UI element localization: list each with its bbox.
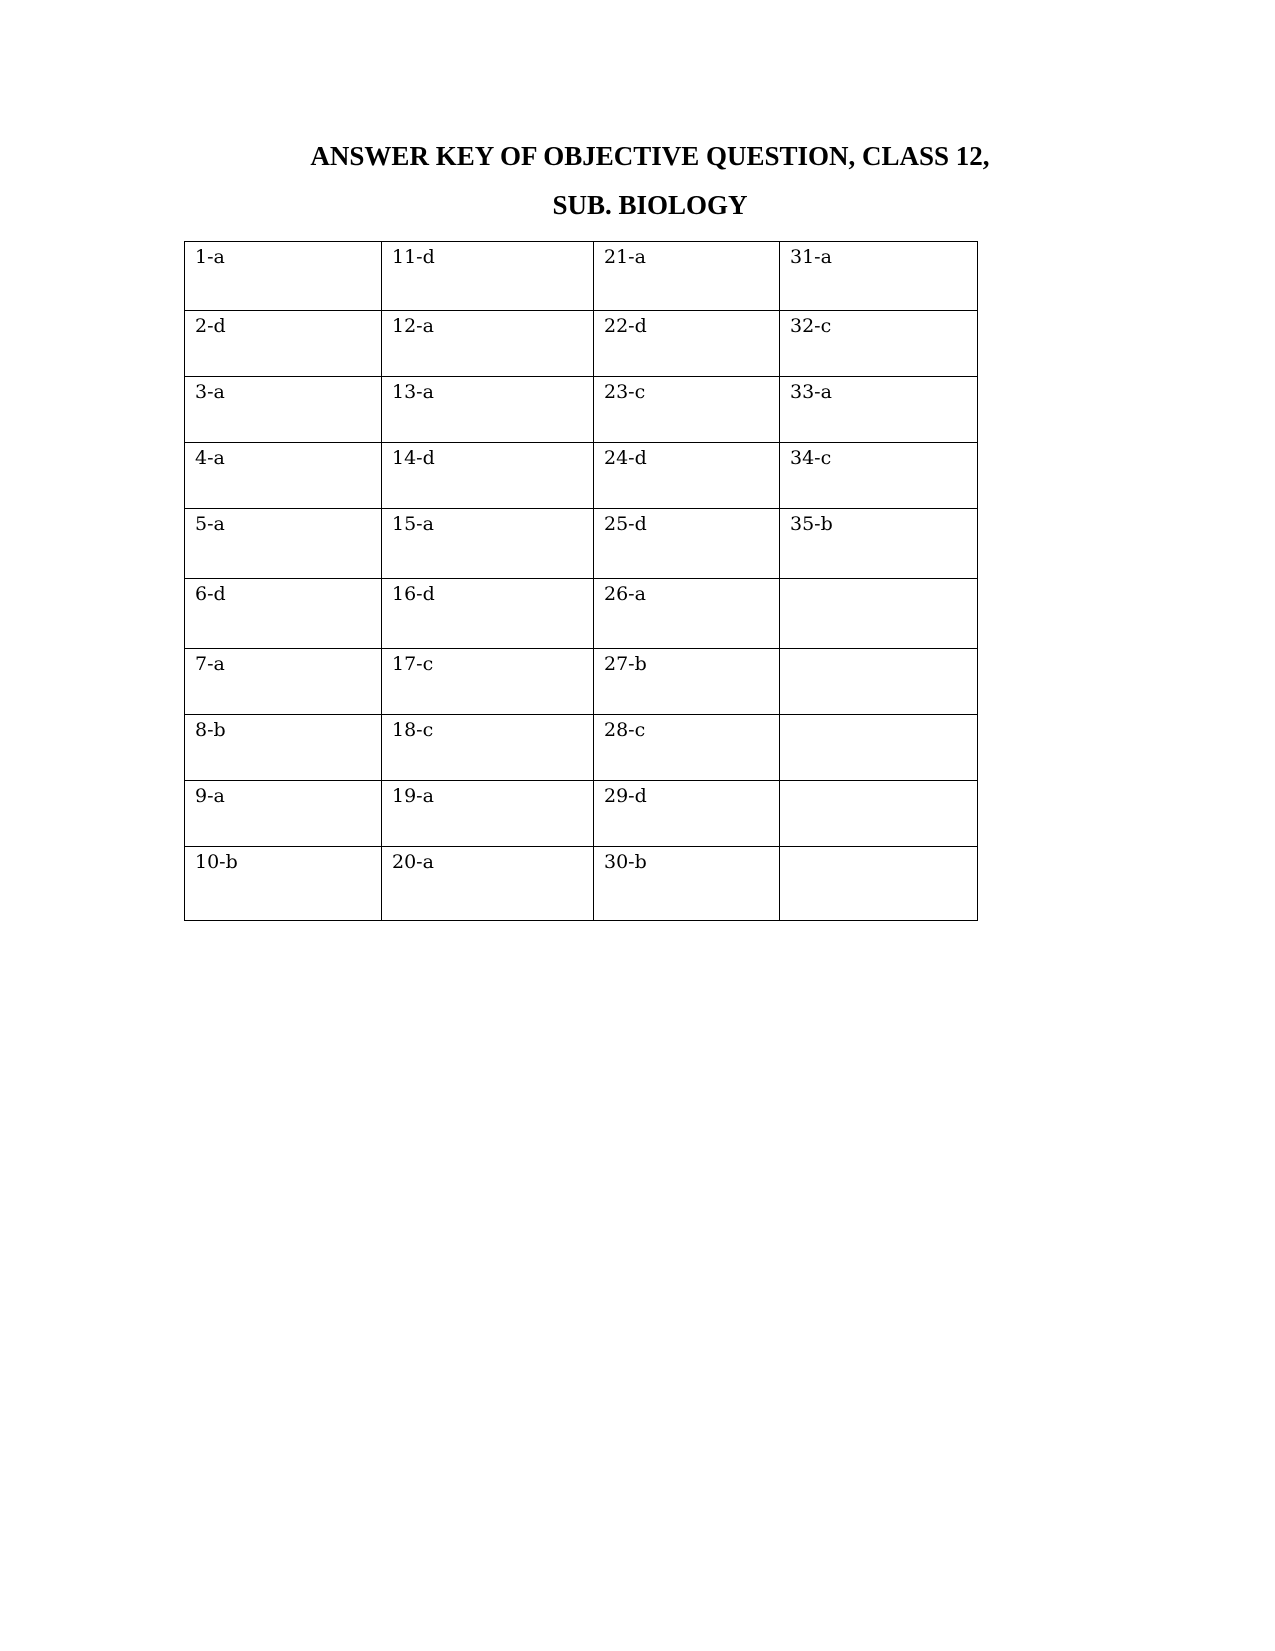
table-cell: 17-c [382, 649, 594, 715]
page-subtitle: SUB. BIOLOGY [552, 190, 748, 220]
table-cell: 21-a [594, 242, 780, 311]
table-cell: 23-c [594, 377, 780, 443]
table-cell: 30-b [594, 847, 780, 921]
table-cell [780, 715, 978, 781]
table-row [185, 715, 978, 781]
table-row [185, 579, 978, 649]
table-cell: 11-d [382, 242, 594, 311]
table-row [185, 443, 978, 509]
table-cell [780, 847, 978, 921]
table-cell: 22-d [594, 311, 780, 377]
table-cell: 27-b [594, 649, 780, 715]
table-cell: 19-a [382, 781, 594, 847]
table-cell: 10-b [185, 847, 382, 921]
table-cell: 31-a [780, 242, 978, 311]
table-cell: 9-a [185, 781, 382, 847]
table-row [185, 311, 978, 377]
table-cell: 8-b [185, 715, 382, 781]
table-cell: 4-a [185, 443, 382, 509]
table-cell: 26-a [594, 579, 780, 649]
table-cell: 12-a [382, 311, 594, 377]
table-cell: 35-b [780, 509, 978, 579]
table-cell: 29-d [594, 781, 780, 847]
table-row [185, 509, 978, 579]
page-title: ANSWER KEY OF OBJECTIVE QUESTION, CLASS 12, [310, 141, 990, 171]
answer-key-table [184, 241, 978, 921]
table-row [185, 242, 978, 311]
table-cell: 14-d [382, 443, 594, 509]
table-cell [780, 579, 978, 649]
table-cell: 3-a [185, 377, 382, 443]
table-row [185, 847, 978, 921]
table-cell: 1-a [185, 242, 382, 311]
table-cell: 28-c [594, 715, 780, 781]
table-cell: 7-a [185, 649, 382, 715]
table-cell [780, 649, 978, 715]
table-cell: 5-a [185, 509, 382, 579]
table-row [185, 649, 978, 715]
table-cell: 16-d [382, 579, 594, 649]
table-cell: 20-a [382, 847, 594, 921]
table-cell: 32-c [780, 311, 978, 377]
table-cell: 33-a [780, 377, 978, 443]
table-cell: 34-c [780, 443, 978, 509]
table-cell [780, 781, 978, 847]
table-row [185, 781, 978, 847]
table-cell: 24-d [594, 443, 780, 509]
table-cell: 15-a [382, 509, 594, 579]
table-row [185, 377, 978, 443]
table-cell: 25-d [594, 509, 780, 579]
table-cell: 18-c [382, 715, 594, 781]
table-cell: 2-d [185, 311, 382, 377]
table-cell: 13-a [382, 377, 594, 443]
table-cell: 6-d [185, 579, 382, 649]
